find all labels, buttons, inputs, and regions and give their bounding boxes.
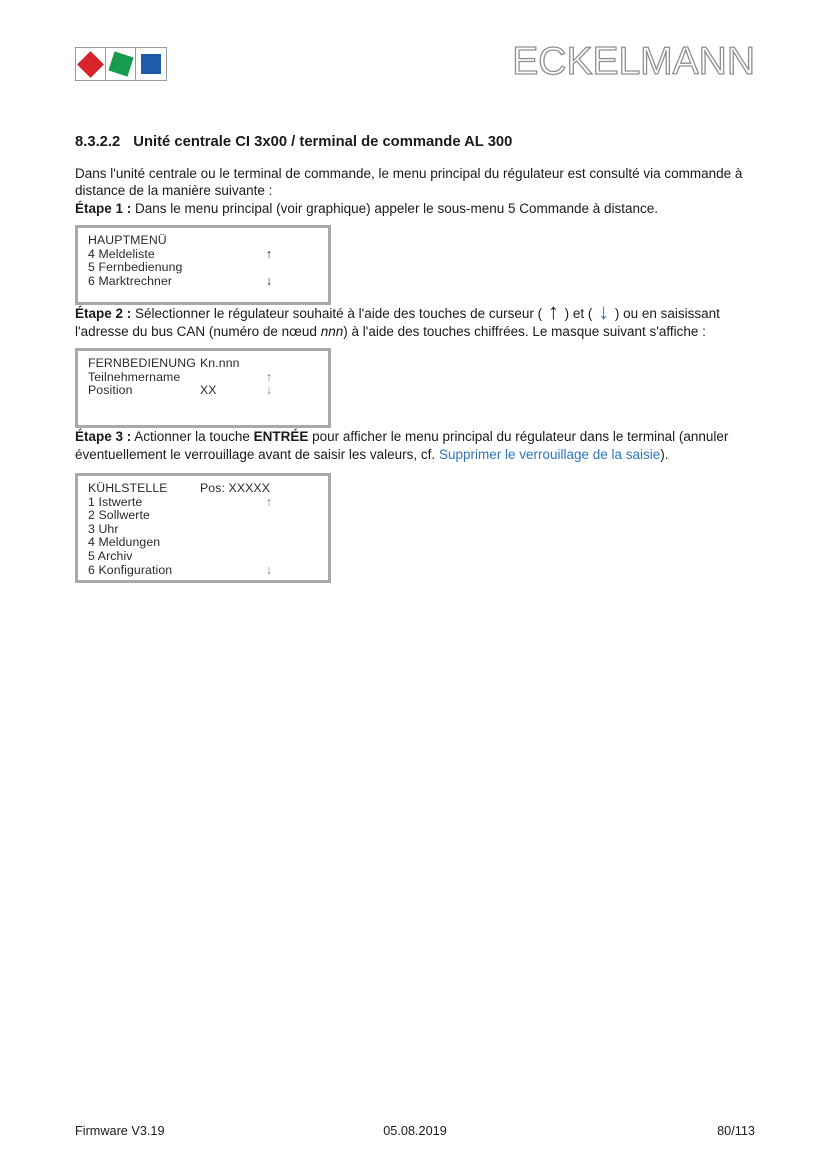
lcd-value <box>200 275 262 289</box>
up-arrow-icon: ↑ <box>265 494 273 509</box>
lcd-value <box>200 550 262 564</box>
up-arrow-icon: ↑ <box>265 246 273 261</box>
lcd-text: 4 Meldungen <box>88 535 161 550</box>
page-header <box>75 42 755 81</box>
lcd-row <box>88 234 328 248</box>
step2-paragraph: Étape 2 : Sélectionner le régulateur souhaité à l'aide des touches de curseur ( ↑ ) et ( ↓ ) ou en saisissant l'adresse du bus CAN (numéro de nœud nnn) à l'aide des touches chiffrées. Le masque suivant s'affiche : <box>75 299 720 339</box>
brand-wordmark: ECKELMANN <box>512 40 755 83</box>
lcd-text: 5 Fernbedienung <box>88 260 183 275</box>
lcd-value <box>200 509 262 523</box>
lcd-row <box>88 357 328 371</box>
footer-date: 05.08.2019 <box>383 1124 447 1138</box>
logo-cell-blue <box>136 48 166 80</box>
lcd-row <box>88 371 328 385</box>
green-square-icon <box>108 51 133 76</box>
step2-text: ) à l'aide des touches chiffrées. Le masque suivant s'affiche : <box>343 323 706 339</box>
section-number: 8.3.2.2 <box>75 134 121 150</box>
lcd-text: 2 Sollwerte <box>88 508 150 523</box>
lcd-display-kuehlstelle <box>75 473 331 583</box>
step3-paragraph <box>75 428 759 463</box>
down-arrow-icon: ↓ <box>265 273 273 288</box>
lcd-value: Kn.nnn <box>200 356 240 370</box>
lcd-display-fernbedienung <box>75 348 331 428</box>
section-title: Unité centrale CI 3x00 / terminal de commande AL 300 <box>133 134 513 150</box>
lcd-row <box>88 384 328 398</box>
logo-cell-green <box>106 48 136 80</box>
lcd-text: HAUPTMENÜ <box>88 233 167 247</box>
lcd-value <box>200 536 262 550</box>
step1-label: Étape 1 : <box>75 200 132 216</box>
red-diamond-icon <box>77 51 104 78</box>
lcd-row <box>88 496 328 510</box>
lcd-text: 5 Archiv <box>88 548 133 563</box>
lcd-row <box>88 275 328 289</box>
lcd-row <box>88 482 328 496</box>
lcd-value <box>200 496 262 510</box>
down-arrow-icon: ↓ <box>265 562 273 577</box>
lcd-value <box>200 261 262 275</box>
lcd-arrow <box>262 523 276 537</box>
lcd-text: 3 Uhr <box>88 521 119 536</box>
lcd-arrow <box>262 357 276 371</box>
lcd-row <box>88 536 328 550</box>
section-heading <box>75 134 759 152</box>
enter-key-label: ENTRÉE <box>253 429 309 444</box>
lcd-value: Pos: XXXXX <box>200 481 271 495</box>
lcd-arrow <box>262 234 276 248</box>
lcd-row <box>88 509 328 523</box>
step2-text: ) ou en saisissant l'adresse du bus CAN (numéro de nœud <box>75 306 720 339</box>
lcd-text: 4 Meldeliste <box>88 246 155 261</box>
lcd-text: FERNBEDIENUNG <box>88 356 196 370</box>
step2-text: Sélectionner le régulateur souhaité à l'aide des touches de curseur ( <box>131 306 546 321</box>
lcd-text: KÜHLSTELLE <box>88 481 168 495</box>
lcd-value <box>200 248 262 262</box>
node-number-placeholder: nnn <box>320 323 344 339</box>
eckelmann-logo <box>75 47 167 81</box>
lcd-display-hauptmenu <box>75 225 331 305</box>
lcd-arrow <box>262 482 276 496</box>
lcd-row <box>88 550 328 564</box>
lcd-arrow <box>262 261 276 275</box>
lcd-value <box>200 564 262 578</box>
step2-text: ) et ( <box>560 306 597 321</box>
intro-paragraph: Dans l'unité centrale ou le terminal de commande, le menu principal du régulateur est consulté via commande à distance de la manière suivante : <box>75 165 743 198</box>
lcd-value <box>200 371 262 385</box>
footer-page-number: 80/113 <box>717 1124 755 1138</box>
lcd-arrow <box>262 550 276 564</box>
step3-text: ). <box>660 446 669 462</box>
step3-text: pour afficher le menu principal du régulateur dans le terminal (annuler éventuellement le verrouillage avant de saisir les valeurs, cf. <box>75 429 729 462</box>
footer-firmware-version: Firmware V3.19 <box>75 1124 165 1138</box>
lcd-value: XX <box>200 383 217 398</box>
lcd-text: 6 Marktrechner <box>88 273 173 288</box>
lcd-arrow <box>262 509 276 523</box>
link-supprimer-verrouillage[interactable]: Supprimer le verrouillage de la saisie <box>438 446 661 462</box>
lcd-arrow <box>262 536 276 550</box>
logo-cell-red <box>76 48 106 80</box>
blue-square-icon <box>141 54 161 74</box>
lcd-text: Teilnehmername <box>88 369 181 384</box>
lcd-value <box>200 523 262 537</box>
step1-text: Dans le menu principal (voir graphique) appeler le sous-menu 5 Commande à distance. <box>131 200 659 216</box>
step2-label: Étape 2 : <box>75 306 132 321</box>
up-arrow-icon: ↑ <box>265 369 273 384</box>
step3-label: Étape 3 : <box>75 429 132 444</box>
step3-text: Actionner la touche <box>131 429 254 444</box>
main-content <box>75 134 759 583</box>
down-arrow-icon: ↓ <box>265 383 273 398</box>
step1-paragraph <box>75 200 759 218</box>
lcd-row <box>88 564 328 578</box>
lcd-text: Position <box>88 383 133 398</box>
lcd-row <box>88 261 328 275</box>
lcd-value <box>200 234 262 248</box>
lcd-row <box>88 523 328 537</box>
lcd-row <box>88 248 328 262</box>
lcd-text: 1 Istwerte <box>88 494 143 509</box>
lcd-text: 6 Konfiguration <box>88 562 173 577</box>
